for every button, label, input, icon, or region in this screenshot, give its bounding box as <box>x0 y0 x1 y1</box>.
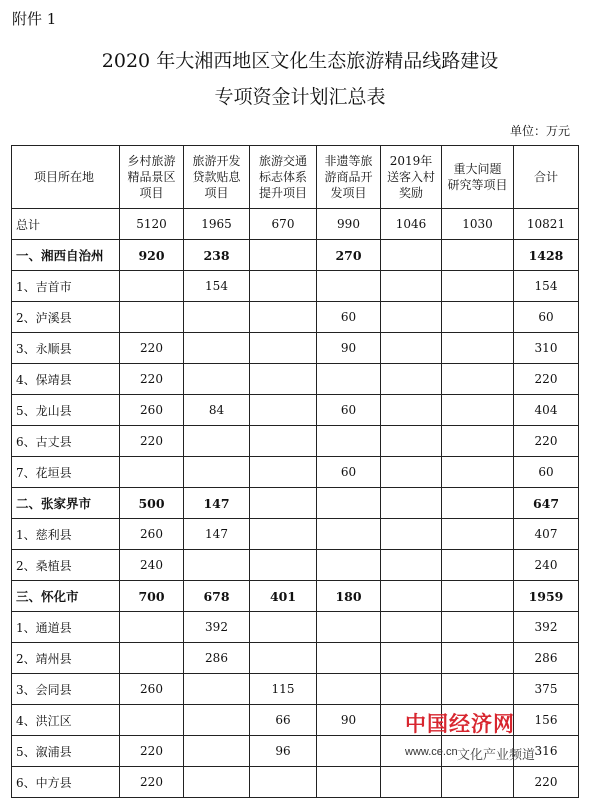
column-header-line: 非遗等旅 <box>324 154 373 168</box>
amount-cell <box>381 643 442 674</box>
amount-cell <box>442 643 514 674</box>
amount-cell: 401 <box>250 581 317 612</box>
column-header-line: 旅游开发 <box>192 154 241 168</box>
column-header <box>514 146 579 209</box>
amount-cell: 260 <box>120 674 184 705</box>
amount-cell <box>381 395 442 426</box>
column-header-line: 乡村旅游 <box>127 154 176 168</box>
amount-cell: 220 <box>120 736 184 767</box>
location-cell: 7、花垣县 <box>12 457 120 488</box>
amount-cell <box>184 550 250 581</box>
document-title-line2: 专项资金计划汇总表 <box>214 86 386 108</box>
column-header-line: 研究等项目 <box>447 178 508 192</box>
amount-cell <box>442 519 514 550</box>
amount-cell: 220 <box>120 767 184 798</box>
amount-cell: 84 <box>184 395 250 426</box>
location-cell: 二、张家界市 <box>12 488 120 519</box>
amount-cell: 286 <box>514 643 579 674</box>
table-row <box>12 643 579 674</box>
amount-cell: 60 <box>317 302 381 333</box>
table-row <box>12 767 579 798</box>
unit-label: 单位：万元 <box>509 124 570 138</box>
amount-cell: 990 <box>317 209 381 240</box>
region-subtotal-row <box>12 240 579 271</box>
amount-cell: 404 <box>514 395 579 426</box>
amount-cell <box>184 767 250 798</box>
column-header-line: 标志体系 <box>258 170 307 184</box>
location-cell: 1、慈利县 <box>12 519 120 550</box>
amount-cell <box>381 550 442 581</box>
table-row <box>12 457 579 488</box>
column-header <box>250 146 317 209</box>
amount-cell: 220 <box>120 333 184 364</box>
amount-cell <box>250 240 317 271</box>
column-header-line: 项目所在地 <box>34 170 95 184</box>
amount-cell: 220 <box>514 767 579 798</box>
location-cell: 2、桑植县 <box>12 550 120 581</box>
amount-cell <box>317 736 381 767</box>
amount-cell <box>317 612 381 643</box>
amount-cell <box>120 457 184 488</box>
column-header <box>120 146 184 209</box>
amount-cell <box>184 736 250 767</box>
ce-logo-text: 中国经济网 <box>405 712 515 736</box>
amount-cell: 240 <box>120 550 184 581</box>
amount-cell: 240 <box>514 550 579 581</box>
column-header-line: 贷款贴息 <box>192 170 241 184</box>
amount-cell: 60 <box>514 457 579 488</box>
column-header <box>381 146 442 209</box>
column-header <box>317 146 381 209</box>
column-header-line: 提升项目 <box>258 186 307 200</box>
amount-cell: 286 <box>184 643 250 674</box>
location-cell: 5、龙山县 <box>12 395 120 426</box>
amount-cell: 1959 <box>514 581 579 612</box>
amount-cell: 10821 <box>514 209 579 240</box>
amount-cell <box>250 488 317 519</box>
amount-cell: 60 <box>317 457 381 488</box>
amount-cell <box>381 302 442 333</box>
column-header <box>442 146 514 209</box>
amount-cell: 220 <box>514 364 579 395</box>
watermark-url: www.ce.cn <box>405 746 458 758</box>
amount-cell: 156 <box>514 705 579 736</box>
table-row <box>12 519 579 550</box>
table-row <box>12 209 579 240</box>
amount-cell <box>442 581 514 612</box>
amount-cell: 310 <box>514 333 579 364</box>
amount-cell <box>250 457 317 488</box>
amount-cell: 407 <box>514 519 579 550</box>
amount-cell: 1965 <box>184 209 250 240</box>
amount-cell: 238 <box>184 240 250 271</box>
column-header <box>184 146 250 209</box>
amount-cell <box>381 333 442 364</box>
amount-cell <box>250 519 317 550</box>
amount-cell: 1030 <box>442 209 514 240</box>
amount-cell: 260 <box>120 519 184 550</box>
amount-cell: 147 <box>184 519 250 550</box>
location-cell: 6、古丈县 <box>12 426 120 457</box>
amount-cell <box>381 519 442 550</box>
amount-cell <box>442 426 514 457</box>
amount-cell <box>317 519 381 550</box>
region-subtotal-row <box>12 581 579 612</box>
amount-cell <box>381 612 442 643</box>
amount-cell: 392 <box>184 612 250 643</box>
amount-cell <box>184 457 250 488</box>
amount-cell: 90 <box>317 333 381 364</box>
amount-cell <box>381 364 442 395</box>
amount-cell <box>442 271 514 302</box>
amount-cell <box>442 364 514 395</box>
location-cell: 6、中方县 <box>12 767 120 798</box>
amount-cell <box>250 643 317 674</box>
amount-cell: 5120 <box>120 209 184 240</box>
amount-cell <box>250 550 317 581</box>
location-cell: 5、溆浦县 <box>12 736 120 767</box>
amount-cell <box>442 302 514 333</box>
table-row <box>12 271 579 302</box>
amount-cell: 920 <box>120 240 184 271</box>
column-header-line: 送客入村 <box>386 170 435 184</box>
amount-cell: 60 <box>317 395 381 426</box>
amount-cell <box>184 674 250 705</box>
amount-cell <box>120 302 184 333</box>
amount-cell <box>442 488 514 519</box>
location-cell: 1、吉首市 <box>12 271 120 302</box>
amount-cell <box>120 705 184 736</box>
table-row <box>12 395 579 426</box>
amount-cell <box>184 302 250 333</box>
amount-cell: 316 <box>514 736 579 767</box>
table-row <box>12 333 579 364</box>
amount-cell <box>250 302 317 333</box>
amount-cell: 670 <box>250 209 317 240</box>
amount-cell <box>184 705 250 736</box>
amount-cell: 66 <box>250 705 317 736</box>
location-cell: 1、通道县 <box>12 612 120 643</box>
attachment-label: 附件 1 <box>12 10 57 28</box>
amount-cell: 220 <box>120 364 184 395</box>
amount-cell <box>317 364 381 395</box>
amount-cell: 1428 <box>514 240 579 271</box>
column-header-line: 奖励 <box>398 186 423 200</box>
table-row <box>12 302 579 333</box>
column-header-line: 旅游交通 <box>258 154 307 168</box>
amount-cell: 220 <box>120 426 184 457</box>
amount-cell <box>442 457 514 488</box>
column-header-line: 项目 <box>139 186 164 200</box>
amount-cell <box>184 364 250 395</box>
amount-cell <box>317 767 381 798</box>
location-cell: 三、怀化市 <box>12 581 120 612</box>
location-cell: 3、会同县 <box>12 674 120 705</box>
watermark-channel: 文化产业频道 <box>457 748 536 763</box>
column-header-line: 合计 <box>533 170 558 184</box>
amount-cell <box>120 612 184 643</box>
amount-cell <box>184 333 250 364</box>
amount-cell <box>250 333 317 364</box>
location-cell: 一、湘西自治州 <box>12 240 120 271</box>
amount-cell <box>381 457 442 488</box>
amount-cell <box>381 271 442 302</box>
amount-cell <box>442 395 514 426</box>
table-row <box>12 364 579 395</box>
amount-cell: 154 <box>184 271 250 302</box>
amount-cell: 1046 <box>381 209 442 240</box>
amount-cell: 220 <box>514 426 579 457</box>
location-cell: 4、洪江区 <box>12 705 120 736</box>
amount-cell <box>250 426 317 457</box>
amount-cell: 115 <box>250 674 317 705</box>
amount-cell <box>381 488 442 519</box>
amount-cell <box>381 240 442 271</box>
location-cell: 2、靖州县 <box>12 643 120 674</box>
amount-cell: 60 <box>514 302 579 333</box>
amount-cell: 180 <box>317 581 381 612</box>
amount-cell: 678 <box>184 581 250 612</box>
amount-cell: 260 <box>120 395 184 426</box>
amount-cell <box>442 612 514 643</box>
amount-cell <box>317 674 381 705</box>
amount-cell <box>317 643 381 674</box>
table-header-row <box>12 146 579 209</box>
location-cell: 总计 <box>12 209 120 240</box>
column-header-line: 发项目 <box>330 186 367 200</box>
amount-cell <box>317 550 381 581</box>
amount-cell: 270 <box>317 240 381 271</box>
amount-cell <box>250 612 317 643</box>
table-row <box>12 550 579 581</box>
table-row <box>12 612 579 643</box>
amount-cell <box>184 426 250 457</box>
amount-cell: 90 <box>317 705 381 736</box>
column-header-line: 精品景区 <box>127 170 176 184</box>
location-cell: 3、永顺县 <box>12 333 120 364</box>
document-title-line1: 2020 年大湘西地区文化生态旅游精品线路建设 <box>101 50 499 72</box>
funding-summary-table <box>11 145 579 798</box>
amount-cell: 700 <box>120 581 184 612</box>
column-header-line: 项目 <box>204 186 229 200</box>
column-header-line: 游商品开 <box>324 170 373 184</box>
column-header-line: 重大问题 <box>453 162 502 176</box>
amount-cell <box>381 674 442 705</box>
amount-cell <box>442 333 514 364</box>
amount-cell <box>381 767 442 798</box>
amount-cell <box>442 240 514 271</box>
table-row <box>12 426 579 457</box>
amount-cell <box>442 550 514 581</box>
location-cell: 2、泸溪县 <box>12 302 120 333</box>
column-header-line: 2019年 <box>389 154 433 168</box>
amount-cell: 647 <box>514 488 579 519</box>
amount-cell: 392 <box>514 612 579 643</box>
amount-cell: 147 <box>184 488 250 519</box>
amount-cell: 375 <box>514 674 579 705</box>
amount-cell <box>317 271 381 302</box>
location-cell: 4、保靖县 <box>12 364 120 395</box>
table-row <box>12 674 579 705</box>
amount-cell: 96 <box>250 736 317 767</box>
amount-cell <box>120 643 184 674</box>
amount-cell <box>250 364 317 395</box>
watermark <box>405 708 555 770</box>
amount-cell <box>250 395 317 426</box>
amount-cell <box>120 271 184 302</box>
column-header <box>12 146 120 209</box>
amount-cell <box>442 767 514 798</box>
amount-cell <box>317 426 381 457</box>
amount-cell <box>381 581 442 612</box>
amount-cell: 154 <box>514 271 579 302</box>
amount-cell <box>250 271 317 302</box>
amount-cell <box>317 488 381 519</box>
amount-cell: 500 <box>120 488 184 519</box>
amount-cell <box>250 767 317 798</box>
region-subtotal-row <box>12 488 579 519</box>
amount-cell <box>381 426 442 457</box>
amount-cell <box>442 674 514 705</box>
